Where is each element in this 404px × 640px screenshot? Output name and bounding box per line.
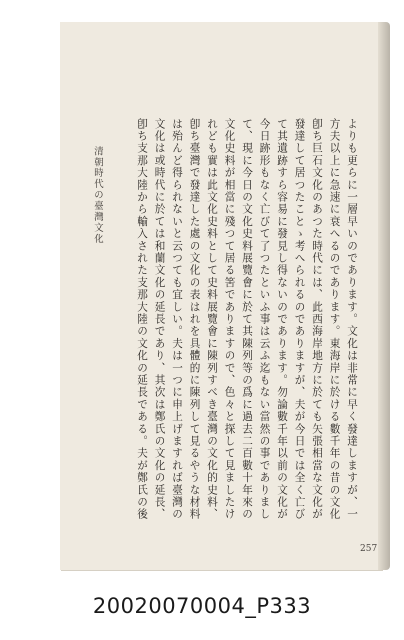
running-head: 清朝時代の臺灣文化 bbox=[92, 146, 103, 245]
body-text: よりも更らに一層早いのであります。文化は非常に早く發達しますが、一 方夫以上に急速に衰へるのであります。東海岸に於ける數千年の昔の文化 卽ち巨石文化のあつた時代には、此西海岸地方に於ても矢張相當な文化が 發達して居つたことゝ考へられるのでありますが、夫が今日では全く亡び て其遺跡すら容易に發見し得ないのであります。勿論數千年以前の文化が 今日跡形もなく亡びて了つたといふ事は云ふ迄もない當然の事でありまし て、現に今日の文化史料展覽會に於て其陳列等の爲に過去二百數十年來の 文化史料が相當に殘つて居る筈でありますので、色々と探して見ましたけ れども實は此文化史料として史料展覽會に陳列すべき臺灣の文化的史料、 卽ち臺灣で發達した處の文化の表はれを具體的に陳列して見るやうな材料 は殆んど得られないと云つても宜しい。夫は一つに申上げますれば臺灣の 文化は或時代に於ては和蘭文化の延長であり、其次は鄭氏の文化の延長、 卽ち支那大陸から輸入された支那大陸の文化の延長である。夫が鄭氏の後 bbox=[136, 118, 358, 521]
page-number: 257 bbox=[360, 544, 378, 554]
book-page bbox=[60, 22, 382, 570]
image-caption: 20020070004_P333 bbox=[92, 594, 312, 618]
